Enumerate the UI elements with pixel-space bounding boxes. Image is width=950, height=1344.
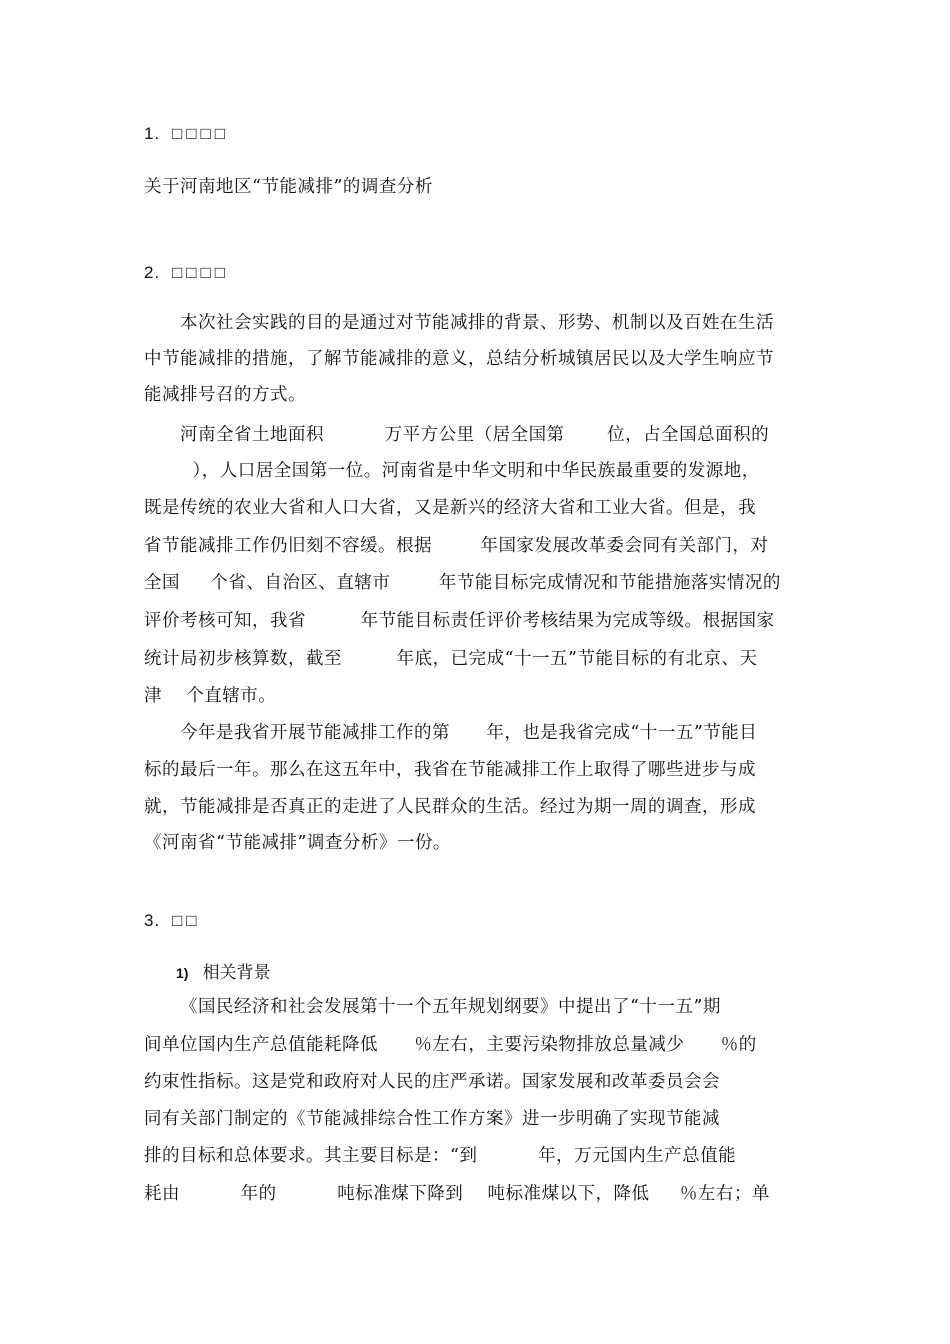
paragraph-line: 耗由 年的 吨标准煤下降到 吨标准煤以下，降低 ％左右；单 [144,1184,770,1204]
paragraph-line: 评价考核可知，我省 年节能目标责任评价考核结果为完成等级。根据国家 [144,611,775,631]
paragraph-line: 《河南省“节能减排”调查分析》一份。 [144,833,451,853]
section-title: □□□□ [172,263,230,282]
paragraph-line: 排的目标和总体要求。其主要目标是：“到 年，万元国内生产总值能 [144,1146,737,1166]
paragraph-line: 河南全省土地面积 万平方公里（居全国第 位，占全国总面积的 [180,425,770,445]
paragraph-line: ），人口居全国第一位。河南省是中华文明和中华民族最重要的发源地， [144,461,760,481]
paragraph-line: 本次社会实践的目的是通过对节能减排的背景、形势、机制以及百姓在生活 [180,313,774,333]
topic-line: 关于河南地区“节能减排”的调查分析 [144,177,433,197]
section-number: 2. [144,263,161,282]
paragraph-line: 间单位国内生产总值能耗降低 ％左右，主要污染物排放总量减少 ％的 [144,1035,757,1055]
section-title: □□□□ [172,124,230,143]
paragraph-line: 中节能减排的措施，了解节能减排的意义，总结分析城镇居民以及大学生响应节 [144,349,774,369]
paragraph-line: 既是传统的农业大省和人口大省，又是新兴的经济大省和工业大省。但是，我 [144,498,756,518]
paragraph-line: 今年是我省开展节能减排工作的第 年，也是我省完成“十一五”节能目 [180,723,758,743]
paragraph-line: 省节能减排工作仍旧刻不容缓。根据 年国家发展改革委会同有关部门，对 [144,536,769,556]
subsection-heading [176,958,270,983]
section-number: 1. [144,124,161,143]
paragraph-line: 同有关部门制定的《节能减排综合性工作方案》进一步明确了实现节能减 [144,1109,720,1129]
subsection-number: 1) [176,965,189,981]
section-heading-1 [144,124,229,144]
section-heading-3 [144,911,201,931]
paragraph-line: 津 个直辖市。 [144,686,277,706]
paragraph-line: 就，节能减排是否真正的走进了人民群众的生活。经过为期一周的调查，形成 [144,797,756,817]
paragraph-line: 《国民经济和社会发展第十一个五年规划纲要》中提出了“十一五”期 [180,997,721,1017]
section-title: □□ [172,911,201,930]
paragraph-line: 全国 个省、自治区、直辖市 年节能目标完成情况和节能措施落实情况的 [144,573,781,593]
section-number: 3. [144,911,161,930]
paragraph-line: 统计局初步核算数，截至 年底，已完成“十一五”节能目标的有北京、天 [144,649,758,669]
paragraph-line: 约束性指标。这是党和政府对人民的庄严承诺。国家发展和改革委员会会 [144,1072,720,1092]
paragraph-line: 标的最后一年。那么在这五年中，我省在节能减排工作上取得了哪些进步与成 [144,760,756,780]
paragraph-line: 能减排号召的方式。 [144,385,306,405]
section-heading-2 [144,263,229,283]
subsection-title: 相关背景 [202,963,271,983]
